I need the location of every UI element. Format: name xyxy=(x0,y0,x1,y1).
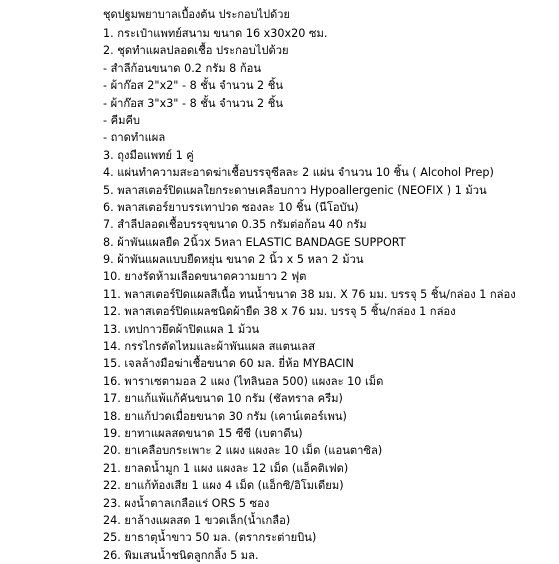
list-item: 26. พิมเสนน้ำชนิดลูกกลิ้ง 5 มล. xyxy=(103,548,259,562)
list-item: 12. พลาสเตอร์ปิดแผลชนิดผ้ายืด 38 x 76 มม. บรรจุ 5 ชิ้น/กล่อง 1 กล่อง xyxy=(103,305,456,319)
list-item: 24. ยาล้างแผลสด 1 ขวดเล็ก(น้ำเกลือ) xyxy=(103,513,291,527)
item-list xyxy=(103,25,553,564)
list-item: 17. ยาแก้แพ้แก้คันขนาด 10 กรัม (ชัลทราล ครีม) xyxy=(103,392,343,406)
list-item: 18. ยาแก้ปวดเมื่อยขนาด 30 กรัม (เคาน์เตอร์เพน) xyxy=(103,409,347,423)
list-item: 1. กระเป๋าแพทย์สนาม ขนาด 16 x30x20 ซม. xyxy=(103,27,328,40)
list-item: 8. ผ้าพันแผลยืด 2นิ้วx 5หลา ELASTIC BANDAGE SUPPORT xyxy=(103,235,406,249)
list-item: 25. ยาธาตุน้ำขาว 50 มล. (ตรากระต่ายบิน) xyxy=(103,531,317,545)
list-item: 10. ยางรัดห้ามเลือดขนาดความยาว 2 ฟุต xyxy=(103,270,307,284)
list-item: 5. พลาสเตอร์ปิดแผลใยกระดาษเคลือบกาว Hypoallergenic (NEOFIX ) 1 ม้วน xyxy=(103,183,487,197)
list-item: - ผ้าก๊อส 3"x3" - 8 ชั้น จำนวน 2 ชิ้น xyxy=(103,96,283,110)
list-item: 21. ยาลดน้ำมูก 1 แผง แผงละ 12 เม็ด (แอ็คติเฟด) xyxy=(103,461,349,475)
list-item: 4. แผ่นทำความสะอาดฆ่าเชื้อบรรจุซีลละ 2 แผ่น จำนวน 10 ชิ้น ( Alcohol Prep) xyxy=(103,166,494,180)
list-item: 3. ถุงมือแพทย์ 1 คู่ xyxy=(103,148,194,162)
list-item: 22. ยาแก้ท้องเสีย 1 แผง 4 เม็ด (แอ็กซิ/อิโมเดียม) xyxy=(103,479,344,493)
list-item: 14. กรรไกรตัดไหมและผ้าพันแผล สแตนเลส xyxy=(103,340,316,354)
list-item: 2. ชุดทำแผลปลอดเชื้อ ประกอบไปด้วย xyxy=(103,44,289,58)
list-item: 6. พลาสเตอร์ยาบรรเทาปวด ซองละ 10 ชิ้น (นีโอบัน) xyxy=(103,200,359,214)
document-heading: ชุดปฐมพยาบาลเบื้องต้น ประกอบไปด้วย xyxy=(103,8,290,21)
list-item: 19. ยาทาแผลสดขนาด 15 ซีซี (เบตาดีน) xyxy=(103,426,303,440)
list-item: - คีมคีบ xyxy=(103,113,141,127)
list-item: 11. พลาสเตอร์ปิดแผลสีเนื้อ ทนน้ำขนาด 38 มม. X 76 มม. บรรจุ 5 ชิ้น/กล่อง 1 กล่อง xyxy=(103,287,516,301)
list-item: - สำลีก้อนขนาด 0.2 กรัม 8 ก้อน xyxy=(103,61,261,75)
list-item: 13. เทปกาวยึดผ้าปิดแผล 1 ม้วน xyxy=(103,322,260,336)
list-item: 20. ยาเคลือบกระเพาะ 2 แผง แผงละ 10 เม็ด (แอนตาซิล) xyxy=(103,444,383,458)
list-item: 7. สำลีปลอดเชื้อบรรจุขนาด 0.35 กรัมต่อก้อน 40 กรัม xyxy=(103,218,367,232)
list-item: 16. พาราเซตามอล 2 แผง (ไทลินอล 500) แผงละ 10 เม็ด xyxy=(103,374,384,388)
list-item: 9. ผ้าพันแผลแบบยืดหยุ่น ขนาด 2 นิ้ว x 5 หลา 2 ม้วน xyxy=(103,253,364,267)
list-item: - ถาดทำแผล xyxy=(103,131,166,145)
supply-list-document xyxy=(103,7,553,564)
list-item: - ผ้าก๊อส 2"x2" - 8 ชั้น จำนวน 2 ชิ้น xyxy=(103,79,283,93)
list-item: 15. เจลล้างมือฆ่าเชื้อขนาด 60 มล. ยี่ห้อ MYBACIN xyxy=(103,357,354,371)
list-item: 23. ผงน้ำตาลเกลือแร่ ORS 5 ซอง xyxy=(103,496,270,510)
